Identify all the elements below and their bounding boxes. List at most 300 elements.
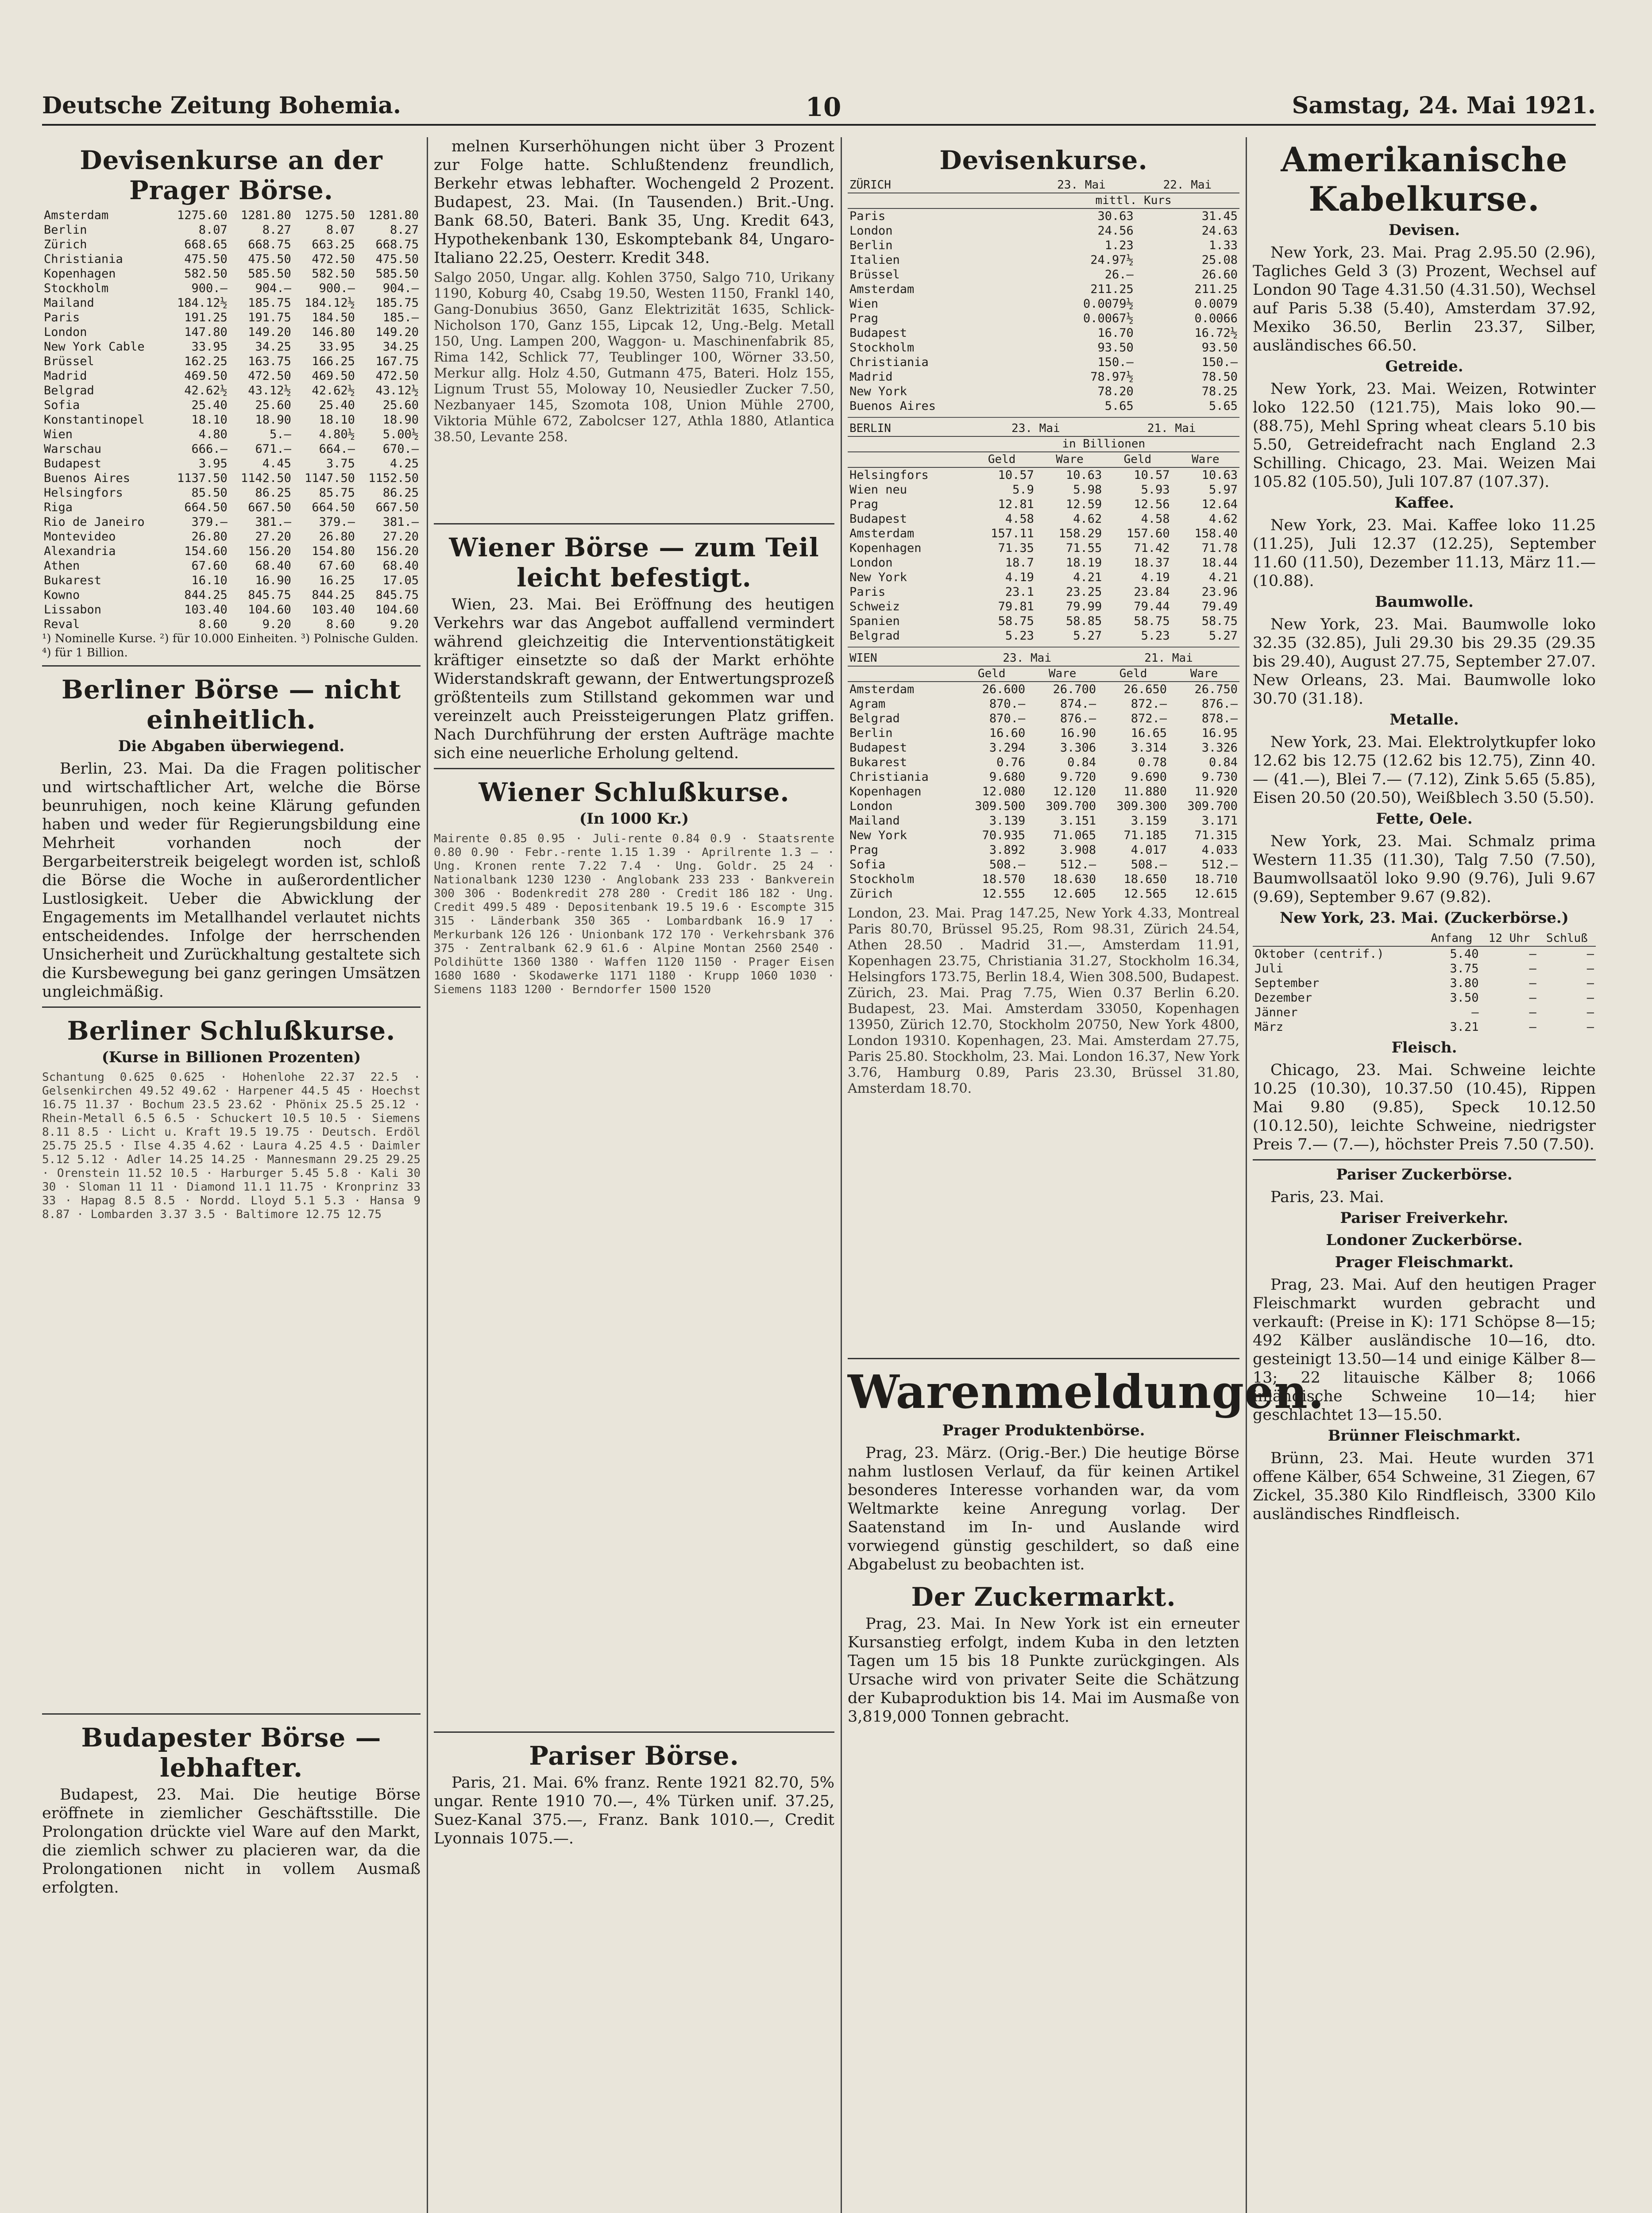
row-value: 472.50 xyxy=(248,369,291,383)
row-value: 1137.50 xyxy=(177,471,228,485)
row-value: 668.75 xyxy=(248,238,291,251)
row-value: 26.700 xyxy=(1053,682,1096,696)
row-value: 876.— xyxy=(1060,712,1096,725)
row-label: Athen xyxy=(44,559,80,573)
budapest-text: Budapest, 23. Mai. Die heutige Börse eröffnete in ziemlicher Geschäftsstille. Die Prolongation drückte viel Ware auf den Markt, die ziemlich schwer zu placieren war, da die Prolongationen nicht in vollem Ausmaß erfolgten. xyxy=(42,1786,421,1897)
row-value: 872.— xyxy=(1131,712,1167,725)
row-value: 3.139 xyxy=(989,814,1026,828)
newspaper-page xyxy=(42,80,1596,2213)
row-value: 157.60 xyxy=(1127,527,1170,540)
berlin-row xyxy=(848,482,1239,497)
row-value: 26.80 xyxy=(319,530,355,544)
row-value: 67.60 xyxy=(319,559,355,573)
wien-row xyxy=(848,726,1239,740)
wien-row xyxy=(848,857,1239,872)
produkten-title: Prager Produktenbörse. xyxy=(942,1422,1145,1439)
row-value: — xyxy=(1586,962,1594,975)
row-value: 185.75 xyxy=(248,296,291,310)
row-label: Lissabon xyxy=(44,603,102,617)
row-value: 16.65 xyxy=(1131,726,1167,740)
row-value: 5.27 xyxy=(1073,629,1102,643)
devisen-text: New York, 23. Mai. Prag 2.95.50 (2.96), Tagliches Geld 3 (3) Prozent, Wechsel auf London 90 Tage 4.31.50 (4.31.50), Wechsel auf Paris 5.38 (5.40), Amsterdam 37.92, Mexiko 36.50, Berlin 23.37, Silber, ausländisches 66.50. xyxy=(1253,244,1596,355)
row-value: 71.065 xyxy=(1053,829,1096,842)
fette-text: New York, 23. Mai. Schmalz prima Western 11.35 (11.30), Talg 7.50 (7.50), Baumwollsaatöl loko 9.90 (9.76), Juli 9.67 (9.69), September 9.67 (9.82). xyxy=(1253,833,1596,906)
row-value: 43.12½ xyxy=(248,384,291,397)
berlin-title: Berliner Börse — nicht einheitlich. xyxy=(61,675,401,735)
row-label: Helsingfors xyxy=(44,486,123,500)
row-value: 12.59 xyxy=(1065,497,1102,511)
row-label: Montevideo xyxy=(44,530,116,544)
row-value: 5.65 xyxy=(1104,399,1134,413)
row-value: 12.605 xyxy=(1053,887,1096,901)
row-value: 3.75 xyxy=(326,457,355,470)
devisen-prag-title: Devisenkurse an der Prager Börse. xyxy=(80,145,383,205)
row-value: 309.300 xyxy=(1116,799,1167,813)
row-value: 78.97½ xyxy=(1090,370,1134,384)
wien-row xyxy=(848,843,1239,857)
row-label: Berlin xyxy=(849,726,893,740)
wien-row xyxy=(848,711,1239,726)
row-value: 23.25 xyxy=(1065,585,1102,599)
row-value: 16.70 xyxy=(1097,326,1134,340)
row-value: — xyxy=(1586,991,1594,1005)
row-label: Warschau xyxy=(44,442,102,456)
row-value: 4.62 xyxy=(1208,512,1238,526)
row-value: 3.75 xyxy=(1450,962,1479,975)
wien-row xyxy=(848,697,1239,711)
row-value: 309.700 xyxy=(1046,799,1096,813)
row-value: 71.315 xyxy=(1194,829,1238,842)
row-value: 8.60 xyxy=(198,617,228,631)
row-value: 12.120 xyxy=(1053,785,1096,798)
row-value: 18.570 xyxy=(982,872,1026,886)
devisen-row xyxy=(42,515,421,529)
issue-date: Samstag, 24. Mai 1921. xyxy=(1292,92,1596,119)
budapest-quotes-filler: Salgo 2050, Ungar. allg. Kohlen 3750, Salgo 710, Urikany 1190, Koburg 40, Csabg 19.50, Westen 1150, Frankl 140, Gang-Donubius 3650, Ganz Elektrizität 1635, Schlick-Nicholson 170, Ganz 155, Lipcak 12, Ung.-Belg. Metall 150, Ung. Lampen 200, Waggon- u. Maschinenfabrik 85, Rima 142, Schlick 77, Teublinger 100, Wörner 33.50, Merkur allg. Holz 4.50, Gutmann 475, Bateri. Holz 155, Lignum Trust 55, Moloway 10, Neusiedler Zucker 7.50, Nezbanyaer 145, Szomota 108, Union Mühle 2700, Viktoria Mühle 672, Zabolcser 127, Athla 1880, Atlantica 38.50, Levante 258. xyxy=(434,270,834,445)
row-label: September xyxy=(1254,976,1320,990)
row-label: Berlin xyxy=(849,239,893,252)
row-value: 870.— xyxy=(989,712,1026,725)
row-value: 103.40 xyxy=(184,603,228,617)
row-label: Wien neu xyxy=(849,483,907,497)
row-label: Belgrad xyxy=(849,629,900,643)
column-4 xyxy=(1253,137,1596,2213)
row-value: 309.500 xyxy=(975,799,1026,813)
row-value: 379.— xyxy=(191,515,228,529)
row-label: Schweiz xyxy=(849,600,900,613)
zurich-row xyxy=(848,267,1239,282)
row-value: 10.63 xyxy=(1201,468,1238,482)
row-value: 18.630 xyxy=(1053,872,1096,886)
wien-row xyxy=(848,828,1239,843)
getreide-head: Getreide. xyxy=(1385,358,1463,375)
row-label: Mailand xyxy=(849,814,900,828)
row-value: 16.72½ xyxy=(1194,326,1238,340)
row-value: 3.306 xyxy=(1060,741,1096,755)
zucker-row xyxy=(1253,976,1596,991)
row-value: 79.49 xyxy=(1201,600,1238,613)
row-label: Belgrad xyxy=(44,384,94,397)
zurich-row xyxy=(848,282,1239,297)
row-value: 0.84 xyxy=(1208,756,1238,769)
zurich-row xyxy=(848,326,1239,340)
zurich-row xyxy=(848,253,1239,267)
row-value: 158.40 xyxy=(1194,527,1238,540)
row-label: Kowno xyxy=(44,588,80,602)
row-label: Bukarest xyxy=(849,756,907,769)
row-value: 670.— xyxy=(382,442,419,456)
row-value: — xyxy=(1586,1006,1594,1019)
devisen-row xyxy=(42,354,421,369)
row-value: 10.57 xyxy=(1134,468,1170,482)
row-value: 24.63 xyxy=(1201,224,1238,238)
row-value: 25.40 xyxy=(319,398,355,412)
row-value: 3.171 xyxy=(1201,814,1238,828)
row-value: 4.45 xyxy=(262,457,291,470)
row-value: 1142.50 xyxy=(241,471,291,485)
row-value: 381.— xyxy=(255,515,291,529)
row-value: 67.60 xyxy=(191,559,228,573)
row-value: 33.95 xyxy=(319,340,355,354)
devisen-row xyxy=(42,281,421,296)
row-value: 5.— xyxy=(270,428,291,441)
row-value: 27.20 xyxy=(255,530,291,544)
devisen-row xyxy=(42,252,421,266)
pariser-text: Paris, 23. Mai. xyxy=(1270,1188,1384,1206)
wien-row xyxy=(848,872,1239,887)
row-value: 58.75 xyxy=(998,614,1034,628)
wien-row xyxy=(848,887,1239,901)
devisen-row xyxy=(42,471,421,486)
devisen-row xyxy=(42,573,421,588)
row-label: Jänner xyxy=(1254,1006,1298,1019)
zurich-table: ZÜRICH 23. Mai 22. Mai mittl. Kurs Paris 30.63 31.45 London 24.56 24.63 Berlin 1.23 1.33 Italien 24.97½ 25.08 Brüssel 26.— 26.60 Amsterdam 211.25 211.25 Wien 0.0079½ 0.0079 Prag 0.0067½ 0.0066 Budapest 16.70 16.72½ Stockholm 93.50 93.50 Christiania 150.— 150.— Madrid 78.97½ 78.50 New York 78.20 78.25 Buenos Aires 5.65 5.65 xyxy=(848,178,1239,413)
devisen-row xyxy=(42,339,421,354)
row-value: 86.25 xyxy=(382,486,419,500)
row-label: Belgrad xyxy=(849,712,900,725)
row-value: 3.50 xyxy=(1450,991,1479,1005)
devisen-row xyxy=(42,500,421,515)
devisen-row xyxy=(42,559,421,573)
row-value: 904.— xyxy=(382,281,419,295)
row-value: 900.— xyxy=(191,281,228,295)
budapest-title: Budapester Börse — lebhafter. xyxy=(81,1723,382,1783)
row-value: 12.555 xyxy=(982,887,1026,901)
row-label: Agram xyxy=(849,697,886,711)
waren-title: Warenmeldungen. xyxy=(848,1365,1325,1419)
row-value: 18.10 xyxy=(191,413,228,427)
row-value: 0.0067½ xyxy=(1083,312,1134,325)
berlin-row xyxy=(848,585,1239,599)
row-value: 71.42 xyxy=(1134,541,1170,555)
row-label: Reval xyxy=(44,617,80,631)
row-value: 585.50 xyxy=(375,267,419,281)
row-value: 3.294 xyxy=(989,741,1026,755)
row-value: 23.96 xyxy=(1201,585,1238,599)
row-label: Juli xyxy=(1254,962,1284,975)
row-value: 664.50 xyxy=(312,501,355,514)
row-value: 872.— xyxy=(1131,697,1167,711)
zucker-row xyxy=(1253,961,1596,976)
berlin-subtitle: Die Abgaben überwiegend. xyxy=(118,737,345,755)
row-label: Konstantinopel xyxy=(44,413,145,427)
row-value: 12.565 xyxy=(1123,887,1167,901)
row-value: 4.017 xyxy=(1131,843,1167,857)
devisen-row xyxy=(42,369,421,383)
row-value: 12.080 xyxy=(982,785,1026,798)
pariser-zucker-head: Pariser Zuckerbörse. xyxy=(1336,1166,1513,1184)
row-value: 666.— xyxy=(191,442,228,456)
row-label: Wien xyxy=(44,428,73,441)
row-value: 16.90 xyxy=(1060,726,1096,740)
row-value: 904.— xyxy=(255,281,291,295)
devisen-row xyxy=(42,383,421,398)
berlin-row xyxy=(848,628,1239,643)
row-value: 211.25 xyxy=(1090,282,1134,296)
devisen-row xyxy=(42,208,421,223)
row-label: London xyxy=(44,325,87,339)
row-label: Amsterdam xyxy=(849,282,915,296)
row-label: Sofia xyxy=(849,858,886,871)
row-label: Dezember xyxy=(1254,991,1312,1005)
devisen-row xyxy=(42,223,421,237)
row-value: 16.95 xyxy=(1201,726,1238,740)
row-value: 147.80 xyxy=(184,325,228,339)
row-value: 1147.50 xyxy=(305,471,355,485)
row-value: 0.0079 xyxy=(1194,297,1238,311)
row-value: 8.60 xyxy=(326,617,355,631)
row-label: New York xyxy=(849,385,907,398)
row-label: Sofia xyxy=(44,398,80,412)
row-label: London xyxy=(849,556,893,570)
devisen-prag-table xyxy=(42,208,421,632)
row-label: Christiania xyxy=(44,252,123,266)
row-value: 25.60 xyxy=(382,398,419,412)
devisen-row xyxy=(42,427,421,442)
row-value: 71.78 xyxy=(1201,541,1238,555)
wien-row xyxy=(848,770,1239,784)
row-value: 86.25 xyxy=(255,486,291,500)
row-value: 42.62½ xyxy=(184,384,228,397)
row-label: März xyxy=(1254,1020,1284,1034)
row-value: 167.75 xyxy=(375,355,419,368)
row-value: 71.55 xyxy=(1065,541,1102,555)
row-value: 158.29 xyxy=(1058,527,1102,540)
row-value: 900.— xyxy=(319,281,355,295)
row-value: 211.25 xyxy=(1194,282,1238,296)
zucker-row xyxy=(1253,1020,1596,1034)
row-label: New York xyxy=(849,829,907,842)
row-value: 1.33 xyxy=(1208,239,1238,252)
row-value: 4.21 xyxy=(1073,571,1102,584)
row-value: 3.80 xyxy=(1450,976,1479,990)
row-value: 9.720 xyxy=(1060,770,1096,784)
row-label: Buenos Aires xyxy=(44,471,131,485)
row-value: 191.25 xyxy=(184,311,228,324)
metalle-text: New York, 23. Mai. Elektrolytkupfer loko 12.62 bis 12.75 (12.62 bis 12.75), Zinn 40.— (41.—), Blei 7.— (7.12), Zink 5.65 (5.85), Eisen 20.50 (20.50), Weißblech 3.50 (5.50). xyxy=(1253,733,1596,807)
row-value: 667.50 xyxy=(375,501,419,514)
row-value: 0.84 xyxy=(1067,756,1096,769)
wien-devisen-table: WIEN 23. Mai 21. Mai Geld Ware Geld Ware Amsterdam 26.600 26.700 26.650 26.750 Agram 870.— 874.— 872.— 876.— Belgrad 870.— 876.— 872.— 878.— Berlin 16.60 16.90 16.65 16.95 Budapest 3.294 3.306 3.314 3.326 Bukarest 0.76 0.84 0.78 0.84 Christiania 9.680 9.720 9.690 9.730 Kopenhagen 12.080 12.120 11.880 11.920 London 309.500 309.700 309.300 309.700 Mailand 3.139 3.151 3.159 3.171 New York 70.935 71.065 71.185 71.315 Prag 3.892 3.908 4.017 4.033 Sofia 508.— 512.— 508.— 512.— Stockholm 18.570 18.630 18.650 18.710 Zürich 12.555 12.605 12.565 12.615 xyxy=(848,651,1239,901)
row-label: Zürich xyxy=(44,238,87,251)
wien-row xyxy=(848,799,1239,813)
row-label: Paris xyxy=(849,585,886,599)
zurich-row xyxy=(848,370,1239,384)
row-value: 876.— xyxy=(1201,697,1238,711)
berlin-row xyxy=(848,497,1239,512)
row-value: 43.12½ xyxy=(375,384,419,397)
row-value: 184.12½ xyxy=(177,296,228,310)
devisen-head: Devisen. xyxy=(1388,221,1460,239)
row-value: 154.60 xyxy=(184,544,228,558)
row-value: 166.25 xyxy=(312,355,355,368)
row-value: 585.50 xyxy=(248,267,291,281)
row-value: 878.— xyxy=(1201,712,1238,725)
row-value: 25.08 xyxy=(1201,253,1238,267)
row-value: 150.— xyxy=(1201,355,1238,369)
berlin-row xyxy=(848,599,1239,614)
zurich-row xyxy=(848,297,1239,311)
row-label: Brüssel xyxy=(849,268,900,281)
row-label: Budapest xyxy=(849,512,907,526)
row-value: 16.25 xyxy=(319,574,355,587)
row-value: 42.62½ xyxy=(312,384,355,397)
row-value: 0.0066 xyxy=(1194,312,1238,325)
row-value: 4.58 xyxy=(1005,512,1034,526)
devisen-row xyxy=(42,413,421,427)
row-value: 10.63 xyxy=(1065,468,1102,482)
zurich-row xyxy=(848,384,1239,399)
fleisch-head: Fleisch. xyxy=(1391,1039,1457,1056)
row-label: Berlin xyxy=(44,223,87,237)
row-value: 18.90 xyxy=(382,413,419,427)
row-label: Rio de Janeiro xyxy=(44,515,145,529)
devisen-row xyxy=(42,310,421,325)
wien-schluss-title: Wiener Schlußkurse. xyxy=(479,777,790,807)
wien-schluss-table: Mairente 0.85 0.95 · Juli-rente 0.84 0.9 · Staatsrente 0.80 0.90 · Febr.-rente 1.15 1.39 · Aprilrente 1.3 — · Ung. Kronen rente 7.22 7.4 · Ung. Goldr. 25 24 · Nationalbank 1230 1230 · Anglobank 233 233 · Bankverein 300 306 · Bodenkredit 278 280 · Credit 186 182 · Ung. Credit 499.5 489 · Depositenbank 19.5 19.6 · Escompte 315 315 · Länderbank 350 365 · Lombardbank 16.9 17 · Merkurbank 126 126 · Unionbank 172 170 · Verkehrsbank 376 375 · Zentralbank 62.9 61.6 · Alpine Montan 2560 2540 · Poldihütte 1360 1380 · Waffen 1120 1150 · Prager Eisen 1680 1680 · Skodawerke 1171 1180 · Krupp 1060 1030 · Siemens 1183 1200 · Berndorfer 1500 1520 xyxy=(434,832,834,996)
row-value: 4.62 xyxy=(1073,512,1102,526)
wien-schluss-subtitle: (In 1000 Kr.) xyxy=(579,810,689,828)
row-value: 8.27 xyxy=(262,223,291,237)
zurich-row xyxy=(848,399,1239,413)
row-value: — xyxy=(1529,962,1536,975)
berlin-schluss-table: Schantung 0.625 0.625 · Hohenlohe 22.37 22.5 · Gelsenkirchen 49.52 49.62 · Harpener 44.5 45 · Hoechst 16.75 11.37 · Bochum 23.5 23.62 · Phönix 25.5 25.12 · Rhein-Metall 6.5 6.5 · Schuckert 10.5 10.5 · Siemens 8.11 8.5 · Licht u. Kraft 19.5 19.75 · Deutsch. Erdöl 25.75 25.5 · Ilse 4.35 4.62 · Laura 4.25 4.5 · Daimler 5.12 5.12 · Adler 14.25 14.25 · Mannesmann 29.25 29.25 · Orenstein 11.52 10.5 · Harburger 5.45 5.8 · Kali 30 30 · Sloman 11 11 · Diamond 11.1 11.75 · Kronprinz 33 33 · Hapag 8.5 8.5 · Nordd. Lloyd 5.1 5.3 · Hansa 9 8.87 · Lombarden 3.37 3.5 · Baltimore 12.75 12.75 xyxy=(42,1071,421,1221)
produkten-text: Prag, 23. März. (Orig.-Ber.) Die heutige Börse nahm lustlosen Verlauf, da für keinen Artikel besonderes Interesse vorhanden war, da vom Weltmarkte keine Anregung vorlag. Der Saatenstand im In- und Auslande wird vorwiegend günstig geschildert, so daß eine Abgabelust zu beobachten ist. xyxy=(848,1444,1239,1573)
row-label: Mailand xyxy=(44,296,94,310)
wien-row xyxy=(848,682,1239,697)
fleischmarkt-head: Prager Fleischmarkt. xyxy=(1335,1253,1514,1271)
row-value: 1275.50 xyxy=(305,208,355,222)
kaffee-head: Kaffee. xyxy=(1394,494,1454,512)
row-value: 26.— xyxy=(1104,268,1134,281)
row-value: 16.90 xyxy=(255,574,291,587)
londoner-head: Londoner Zuckerbörse. xyxy=(1326,1231,1523,1249)
row-value: 9.690 xyxy=(1131,770,1167,784)
row-value: 23.1 xyxy=(1005,585,1034,599)
row-value: 3.314 xyxy=(1131,741,1167,755)
row-value: 4.25 xyxy=(390,457,419,470)
devisen-row xyxy=(42,296,421,310)
row-value: 12.81 xyxy=(998,497,1034,511)
berlin-schluss-title: Berliner Schlußkurse. xyxy=(67,1016,396,1046)
row-value: 17.05 xyxy=(382,574,419,587)
row-label: Christiania xyxy=(849,355,929,369)
row-value: 24.97½ xyxy=(1090,253,1134,267)
row-value: 79.44 xyxy=(1134,600,1170,613)
berlin-row xyxy=(848,526,1239,541)
row-value: 12.56 xyxy=(1134,497,1170,511)
row-value: 34.25 xyxy=(255,340,291,354)
row-label: Kopenhagen xyxy=(849,785,922,798)
row-label: Spanien xyxy=(849,614,900,628)
row-value: 16.60 xyxy=(989,726,1026,740)
row-value: 150.— xyxy=(1097,355,1134,369)
row-value: 26.60 xyxy=(1201,268,1238,281)
row-value: 156.20 xyxy=(248,544,291,558)
row-label: Stockholm xyxy=(849,872,915,886)
zurich-row xyxy=(848,311,1239,326)
row-value: 162.25 xyxy=(184,355,228,368)
devisen-title: Devisenkurse. xyxy=(939,145,1148,175)
fleisch-text: Chicago, 23. Mai. Schweine leichte 10.25 (10.30), 10.37.50 (10.45), Rippen Mai 9.80 (9.85), Speck 10.12.50 (10.12.50), leichte Schweine, niedrigster Preis 7.— (7.—), höchster Preis 7.50 (7.50). xyxy=(1253,1061,1596,1153)
row-value: 8.07 xyxy=(198,223,228,237)
row-value: 4.033 xyxy=(1201,843,1238,857)
devisen-row xyxy=(42,325,421,339)
column-1 xyxy=(42,137,428,2213)
row-value: 0.76 xyxy=(996,756,1026,769)
row-value: 508.— xyxy=(989,858,1026,871)
paris-title: Pariser Börse. xyxy=(529,1741,739,1771)
devisen-row xyxy=(42,266,421,281)
row-value: 25.40 xyxy=(191,398,228,412)
zucker-row xyxy=(1253,991,1596,1005)
row-label: Madrid xyxy=(849,370,893,384)
row-value: 85.50 xyxy=(191,486,228,500)
row-value: 58.85 xyxy=(1065,614,1102,628)
row-value: 18.710 xyxy=(1194,872,1238,886)
row-value: 104.60 xyxy=(248,603,291,617)
row-value: 663.25 xyxy=(312,238,355,251)
row-label: Budapest xyxy=(44,457,102,470)
row-value: 23.84 xyxy=(1134,585,1170,599)
row-value: 149.20 xyxy=(375,325,419,339)
row-value: 1281.80 xyxy=(368,208,419,222)
devisen-notes: ¹) Nominelle Kurse. ²) für 10.000 Einheiten. ³) Polnische Gulden. ⁴) für 1 Billion. xyxy=(42,632,419,659)
baumwolle-head: Baumwolle. xyxy=(1375,593,1474,611)
row-value: 469.50 xyxy=(184,369,228,383)
berlin-text: Berlin, 23. Mai. Da die Fragen politischer und wirtschaftlicher Art, welche die Börse beunruhigen, noch keine Klärung gefunden haben und weder für Regierungsbildung eine Mehrheit vorhanden noch der Bergarbeiterstreik beigelegt worden ist, schloß die Börse die Woche in außerordentlicher Lustlosigkeit. Ueber die Abwicklung der Engagements im Metallhandel verlautet nichts entscheidendes. Infolge der herrschenden Unsicherheit und Zurückhaltung gestaltete sich die Kursbewegung bei ganz geringen Umsätzen ungleichmäßig. xyxy=(42,760,421,1001)
row-value: 475.50 xyxy=(184,252,228,266)
row-value: 191.75 xyxy=(248,311,291,324)
row-value: 1275.60 xyxy=(177,208,228,222)
row-value: 68.40 xyxy=(255,559,291,573)
row-value: 68.40 xyxy=(382,559,419,573)
devisen-row xyxy=(42,602,421,617)
row-value: 4.19 xyxy=(1005,571,1034,584)
row-value: 9.680 xyxy=(989,770,1026,784)
row-value: 664.— xyxy=(319,442,355,456)
row-value: 667.50 xyxy=(248,501,291,514)
row-value: 0.0079½ xyxy=(1083,297,1134,311)
row-value: — xyxy=(1529,991,1536,1005)
row-value: 11.880 xyxy=(1123,785,1167,798)
row-value: 381.— xyxy=(382,515,419,529)
zucker-title: Der Zuckermarkt. xyxy=(911,1582,1176,1612)
row-value: 844.25 xyxy=(184,588,228,602)
row-value: 157.11 xyxy=(991,527,1034,540)
devisen-row xyxy=(42,617,421,632)
wien-title: Wiener Börse — zum Teil leicht befestigt. xyxy=(449,532,819,593)
